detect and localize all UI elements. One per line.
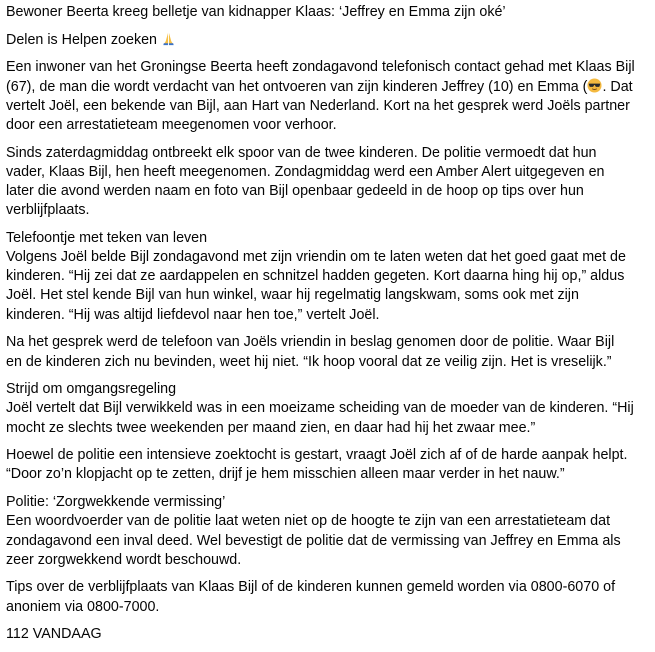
paragraph-3 xyxy=(6,229,655,325)
share-text: Delen is Helpen zoeken xyxy=(6,31,158,48)
source-text: 112 VANDAAG xyxy=(6,626,102,643)
text-line: “Door zo’n klopjacht op te zetten, drijf je hem misschien alleen maar verder in het nauw.” xyxy=(6,466,565,483)
text-span: (67), de man die wordt verdacht van het ontvoeren van zijn kinderen Jeffrey (10) en Emma ( xyxy=(6,78,588,95)
text-line: zondagavond een inval deed. Wel bevestigt de politie dat de vermissing van Jeffrey en Emma als xyxy=(6,532,621,549)
text-line: Een woordvoerder van de politie laat weten niet op de hoogte te zijn van een arrestatieteam dat xyxy=(6,513,611,530)
source-line xyxy=(6,625,655,644)
text-line: zeer zorgwekkend wordt beschouwd. xyxy=(6,551,242,568)
text-line: Tips over de verblijfplaats van Klaas Bijl of de kinderen kunnen gemeld worden via 0800-6070 of xyxy=(6,579,616,596)
text-line: vertelt Joël, een bekende van Bijl, aan Hart van Nederland. Kort na het gesprek werd Joëls partner xyxy=(6,97,630,114)
paragraph-7 xyxy=(6,493,655,570)
paragraph-6 xyxy=(6,446,655,484)
paragraph-8 xyxy=(6,578,655,616)
text-line: kinderen. “Hij zei dat ze aardappelen en schnitzel hadden gegeten. Kort daarna hing hij op,” aldus xyxy=(6,268,625,285)
text-line: Na het gesprek werd de telefoon van Joëls vriendin in beslag genomen door de politie. Waar Bijl xyxy=(6,334,615,351)
title-text: Bewoner Beerta kreeg belletje van kidnapper Klaas: ‘Jeffrey en Emma zijn oké’ xyxy=(6,4,506,20)
subheading: Strijd om omgangsregeling xyxy=(6,381,177,398)
post-title xyxy=(6,3,655,22)
text-line: en de kinderen zich nu bevinden, weet hij niet. “Ik hoop vooral dat ze veilig zijn. Het is vreselijk.” xyxy=(6,353,612,370)
paragraph-1 xyxy=(6,58,655,135)
paragraph-4 xyxy=(6,333,655,371)
text-line: Een inwoner van het Groningse Beerta heeft zondagavond telefonisch contact gehad met Klaas Bijl xyxy=(6,59,635,76)
paragraph-2 xyxy=(6,144,655,221)
text-line: door een arrestatieteam meegenomen voor verhoor. xyxy=(6,116,337,133)
text-span: . Dat xyxy=(602,78,633,95)
paragraph-5 xyxy=(6,380,655,438)
text-line: Sinds zaterdagmiddag ontbreekt elk spoor van de twee kinderen. De politie vermoedt dat hun xyxy=(6,144,597,161)
text-line: verblijfplaats. xyxy=(6,202,90,219)
text-line: vader, Klaas Bijl, hen heeft meegenomen. Zondagmiddag werd een Amber Alert uitgegeven en xyxy=(6,163,605,180)
text-line: Volgens Joël belde Bijl zondagavond met zijn vriendin om te laten weten dat het goed gaat met de xyxy=(6,249,626,266)
text-line: anoniem via 0800-7000. xyxy=(6,598,160,615)
folded-hands-icon xyxy=(161,31,176,46)
text-line xyxy=(6,78,655,97)
subheading: Politie: ‘Zorgwekkende vermissing’ xyxy=(6,494,226,511)
text-line: kinderen. “Hij was altijd liefdevol naar hen toe,” vertelt Joël. xyxy=(6,306,380,323)
subheading: Telefoontje met teken van leven xyxy=(6,229,208,246)
text-line: later die avond werden naam en foto van Bijl openbaar gedeeld in de hoop op tips over hun xyxy=(6,183,584,199)
text-line: mocht ze slechts twee weekenden per maand zien, en daar had hij het zwaar mee.” xyxy=(6,419,536,436)
text-line: Joël vertelt dat Bijl verwikkeld was in een moeizame scheiding van de moeder van de kinderen. “Hij xyxy=(6,400,634,417)
sunglasses-emoji-icon xyxy=(587,78,602,93)
text-line: Joël. Het stel kende Bijl van hun winkel, waar hij regelmatig langskwam, soms ook met zijn xyxy=(6,287,579,304)
text-line: Hoewel de politie een intensieve zoektocht is gestart, vraagt Joël zich af of de harde aanpak helpt. xyxy=(6,447,628,464)
share-line xyxy=(6,31,655,50)
